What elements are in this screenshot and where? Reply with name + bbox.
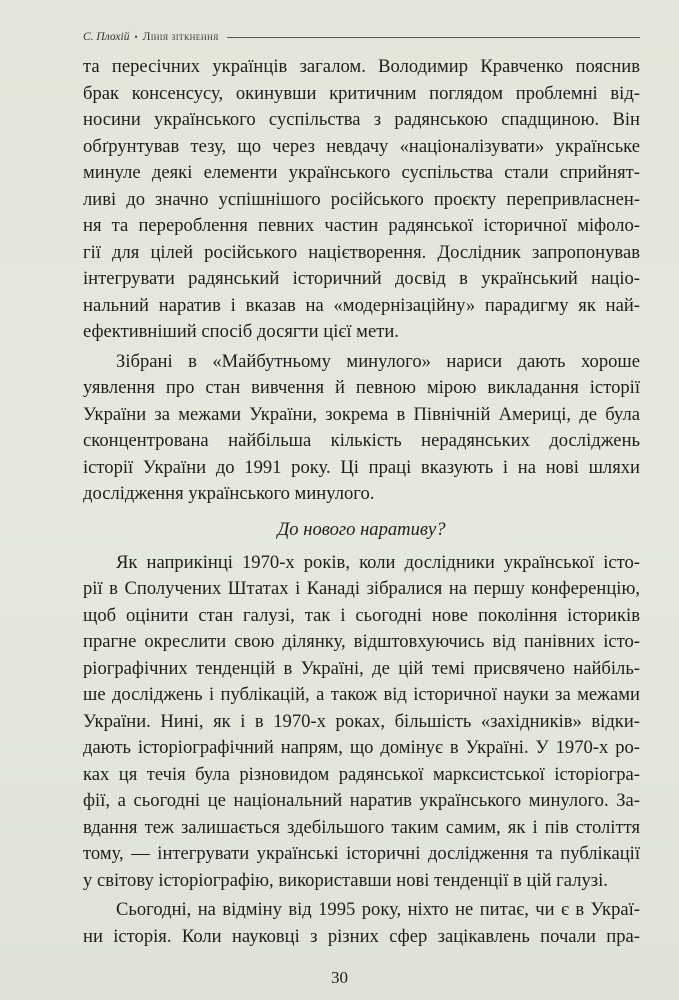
text-line: тому, — інтегрувати українські історичні дослідження та публікації — [83, 843, 640, 864]
text-line: дають історіографічний напрям, що домінує в Україні. У 1970-х ро- — [83, 737, 640, 758]
paragraph — [83, 349, 640, 508]
text-line: ріографічних тенденцій в Україні, де цій темі присвячено найбіль- — [83, 657, 640, 679]
text-line: прагне окреслити свою ділянку, відштовхуючись від панівних істо- — [83, 631, 640, 652]
text-line: ливі до значно успішнішого російського проєкту перепривласнен- — [83, 188, 640, 210]
running-header — [83, 31, 640, 43]
text-line: України. Нині, як і в 1970-х роках, більшість «західників» відки- — [83, 710, 640, 732]
text-line: у світову історіографію, використавши нові тенденції в цій галузі. — [83, 869, 608, 891]
text-line: ня та перероблення певних частин радянської історичної міфоло- — [83, 215, 640, 236]
paragraph — [83, 54, 640, 346]
text-line: нальний наратив і вказав на «модернізаційну» парадигму як най- — [83, 294, 640, 316]
text-line: ше досліджень і публікацій, а також від історичної науки за межами — [83, 684, 640, 705]
header-book-title: Лінія зіткнення — [142, 31, 219, 43]
text-line: сконцентрована найбільша кількість нерадянських досліджень — [83, 430, 640, 451]
text-line: брак консенсусу, окинувши критичним поглядом проблемні від- — [83, 82, 640, 104]
paragraph — [83, 897, 640, 950]
text-line: рії в Сполучених Штатах і Канаді зібралися на першу конференцію, — [83, 578, 640, 599]
text-line: Зібрані в «Майбутньому минулого» нариси дають хороше — [116, 350, 640, 372]
text-line: інтегрувати радянський історичний досвід в український націо- — [83, 268, 640, 289]
text-line: історії України до 1991 року. Ці праці вказують і на нові шляхи — [83, 456, 640, 478]
text-line: гії для цілей російського націєтворення. Дослідник запропонував — [83, 241, 640, 263]
text-line: фії, а сьогодні це національний наратив українського минулого. За- — [83, 790, 640, 811]
header-author: С. Плохій — [83, 31, 130, 43]
text-line: та пересічних українців загалом. Володимир Кравченко пояснив — [83, 56, 640, 77]
text-section-before-heading — [83, 54, 640, 508]
text-line: носини українського суспільства з радянською спадщиною. Він — [83, 109, 640, 130]
text-line: ефективніший спосіб досягти цієї мети. — [83, 321, 399, 342]
text-line: ках ця течія була різновидом радянської марксистської історіогра- — [83, 763, 640, 785]
text-line: дослідження українського минулого. — [83, 483, 375, 504]
page-body — [83, 54, 640, 950]
text-section-after-heading — [83, 550, 640, 951]
text-line: обґрунтував тезу, що через невдачу «націоналізувати» українське — [83, 135, 640, 157]
text-line: минуле деякі елементи українського суспільства стали сприйнят- — [83, 162, 640, 183]
text-line: ни історія. Коли науковці з різних сфер зацікавлень почали пра- — [83, 925, 640, 947]
section-heading: До нового наративу? — [277, 518, 446, 540]
text-line: уявлення про стан вивчення й певною мірою викладання історії — [83, 377, 640, 398]
text-line: України за межами України, зокрема в Північній Америці, де була — [83, 403, 640, 425]
text-line: щоб оцінити стан галузі, так і сьогодні нове покоління істориків — [83, 604, 640, 626]
page-number: 30 — [331, 968, 348, 987]
text-line: вдання теж залишається здебільшого таким самим, як і пів століття — [83, 816, 640, 838]
paragraph — [83, 550, 640, 895]
header-rule — [227, 37, 640, 38]
text-line: Як наприкінці 1970-х років, коли дослідники української істо- — [116, 551, 640, 573]
text-line: Сьогодні, на відміну від 1995 року, ніхто не питає, чи є в Украї- — [116, 899, 640, 920]
header-separator: • — [134, 32, 138, 42]
